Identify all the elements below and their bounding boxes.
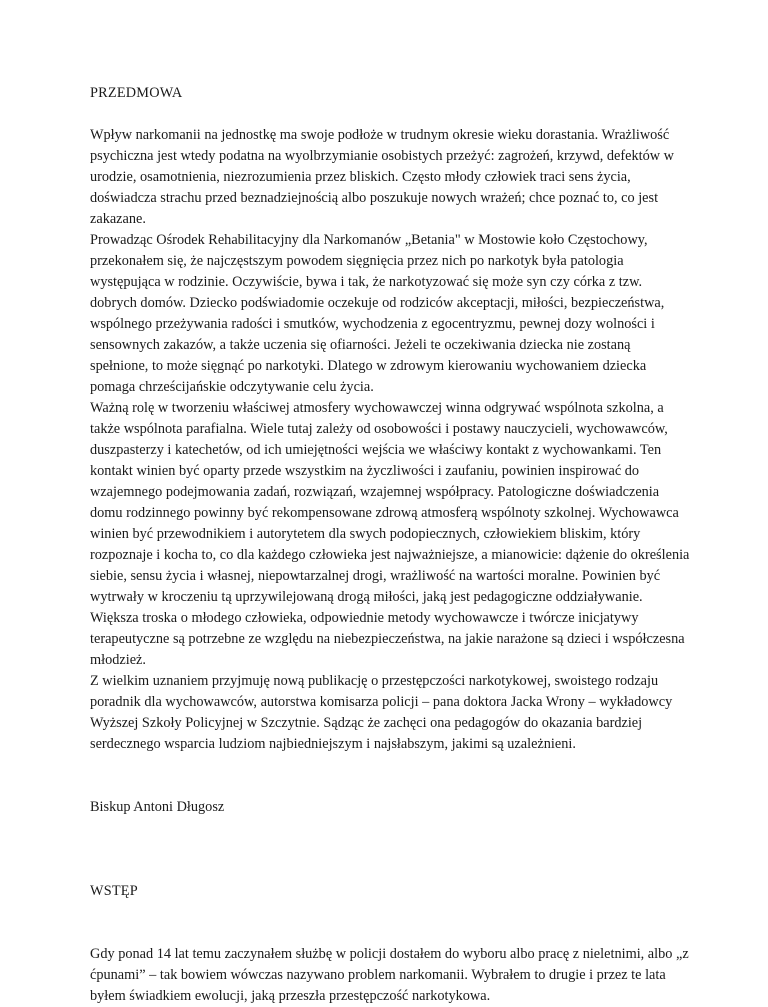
preface-paragraph-3: Ważną rolę w tworzeniu właściwej atmosfery wychowawczej winna odgrywać wspólnota szkolna, a także wspólnota parafialna. Wiele tutaj zależy od osobowości i postawy nauczycieli, wychowawców, duszpasterzy i katechetów, od ich umiejętności wejścia we właściwy kontakt z wychowankami. Ten kontakt winien być oparty przede wszystkim na życzliwości i zaufaniu, powinien inspirować do wzajemnego podejmowania zadań, rozwiązań, wzajemnej współpracy. Patologiczne doświadczenia domu rodzinnego powinny być rekompensowane zdrową atmosferą wspólnoty szkolnej. Wychowawca winien być przewodnikiem i autorytetem dla swych podopiecznych, człowiekiem bliskim, który rozpoznaje i kocha to, co dla każdego człowieka jest najważniejsze, a mianowicie: dążenie do określenia siebie, sensu życia i własnej, niepowtarzalnej drogi, wrażliwość na wartości moralne. Powinien być wytrwały w kroczeniu tą uprzywilejowaną drogą miłości, jaką jest pedagogiczne oddziaływanie. Większa troska o młodego człowieka, odpowiednie metody wychowawcze i twórcze inicjatywy terapeutyczne są potrzebne ze względu na niebezpieczeństwa, na jakie narażone są dzieci i współczesna młodzież.: [90, 400, 690, 668]
preface-paragraph-1: Wpływ narkomanii na jednostkę ma swoje podłoże w trudnym okresie wieku dorastania. Wrażliwość psychiczna jest wtedy podatna na wyolbrzymianie osobistych przeżyć: zagrożeń, krzywd, defektów w urodzie, osamotnienia, niezrozumienia przez bliskich. Często młody człowiek traci sens życia, doświadcza strachu przed beznadziejnością albo poszukuje nowych wrażeń; chce poznać to, co jest zakazane.: [90, 127, 674, 227]
preface-paragraph-2: Prowadząc Ośrodek Rehabilitacyjny dla Narkomanów „Betania" w Mostowie koło Częstochowy, przekonałem się, że najczęstszym powodem sięgnięcia przez nich po narkotyk była patologia występująca w rodzinie. Oczywiście, bywa i tak, że narkotyzować się może syn czy córka z tzw. dobrych domów. Dziecko podświadomie oczekuje od rodziców akceptacji, miłości, bezpieczeństwa, wspólnego przeżywania radości i smutków, wychodzenia z egocentryzmu, pewnej dozy wolności i sensownych zakazów, a także uczenia się ofiarności. Jeżeli te oczekiwania dziecka nie zostaną spełnione, to może sięgnąć po narkotyki. Dlatego w zdrowym kierowaniu wychowaniem dziecka pomaga chrześcijańskie odczytywanie celu życia.: [90, 232, 665, 395]
introduction-paragraph-1: Gdy ponad 14 lat temu zaczynałem służbę w policji dostałem do wyboru albo pracę z nieletnimi, albo „z ćpunami” – tak bowiem wówczas nazywano problem narkomanii. Wybrałem to drugie i przez te lata byłem świadkiem ewolucji, jaką przeszła przestępczość narkotykowa.: [90, 946, 689, 1004]
document-body: [90, 83, 690, 1007]
spacer: [90, 755, 690, 797]
introduction-heading: WSTĘP: [90, 883, 138, 899]
preface-paragraph-4: Z wielkim uznaniem przyjmuję nową publikację o przestępczości narkotykowej, swoistego rodzaju poradnik dla wychowawców, autorstwa komisarza policji – pana doktora Jacka Wrony – wykładowcy Wyższej Szkoły Policyjnej w Szczytnie. Sądząc że zachęci ona pedagogów do okazania bardziej serdecznego wsparcia ludziom najbiedniejszym i najsłabszym, jakimi są uzależnieni.: [90, 673, 673, 752]
spacer: [90, 818, 690, 881]
spacer: [90, 104, 690, 125]
spacer: [90, 902, 690, 944]
preface-signature: Biskup Antoni Długosz: [90, 799, 225, 815]
preface-heading: PRZEDMOWA: [90, 85, 183, 101]
